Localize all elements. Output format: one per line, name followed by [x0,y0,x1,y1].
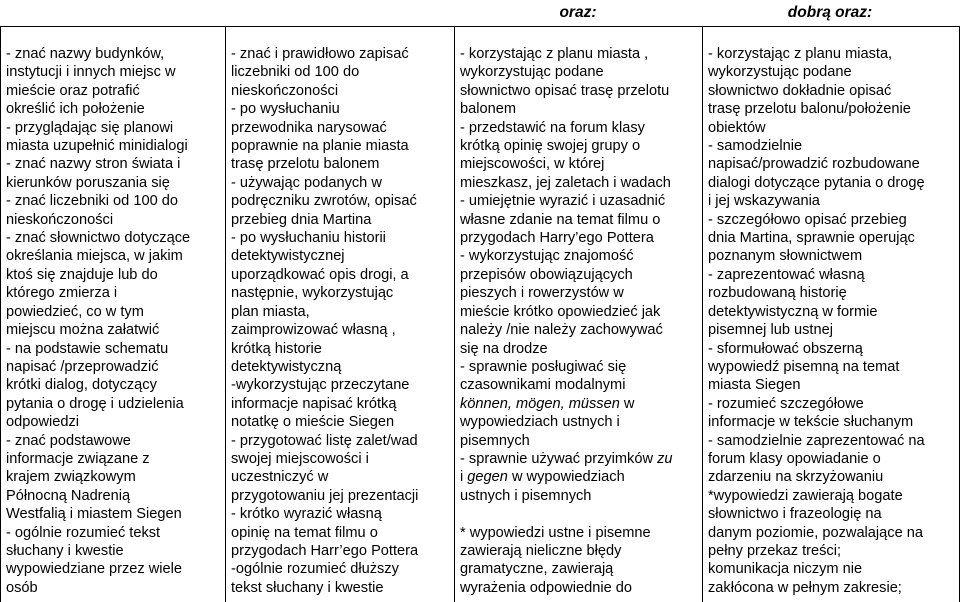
text-line: - korzystając z planu miasta, [708,46,893,62]
text-line: - znać nazwy stron świata i [6,156,181,173]
text-line: informacje napisać krótką [231,395,397,412]
text-line: należy /nie należy zachowywać [460,322,663,339]
header-col4: dobrą oraz: [787,4,873,21]
text-line: powiedzieć, co w tym [6,303,144,320]
text-line: notatkę o mieście Siegen [231,414,395,431]
text-line: - przygotować listę zalet/wad [231,432,418,449]
text-line: określić ich położenie [6,101,145,118]
text-line: können, mögen, müssen w [460,395,635,412]
column-4 [703,27,960,602]
text-line: poprawnie na planie miasta [231,138,409,155]
text-line: - przedstawić na forum klasy [460,119,645,136]
text-line: wypowiedziane przez wiele [6,561,183,578]
text-line: forum klasy opowiadanie o [708,450,881,467]
text-line: - samodzielnie zaprezentować na [708,432,925,449]
text-line: balonem [460,101,516,118]
text-line: się na drodze [460,340,548,357]
competency-table [0,26,960,602]
text-line: detektywistyczną w formie [708,303,878,320]
text-line: - rozumieć szczegółowe [708,395,864,412]
text-line: - używając podanych w [231,174,382,191]
text-line: nieskończoności [231,82,339,99]
text-line: określania miejsca, w jakim [6,248,183,265]
text-line: - sprawnie posługiwać się [460,358,627,375]
text-line: - sprawnie używać przyimków zu [460,450,673,467]
text-line: dnia Martina, sprawnie operując [708,230,915,247]
text-line: poznanym słownictwem [708,248,863,265]
text-line: - przyglądając się planowi [6,119,174,136]
text-line: wypowiedź pisemną na temat [708,358,900,375]
text-line: odpowiedzi [6,414,80,431]
text-line: osób [6,579,38,596]
text-line: następnie, wykorzystując [231,285,394,302]
text-line: * wypowiedzi ustne i pisemne [460,524,651,541]
text-line: - znać nazwy budynków, [6,46,165,62]
text-line: plan miasta, [231,303,310,320]
text-line: przebieg dnia Martina [231,211,372,228]
text-line: rozbudowaną historię [708,285,847,302]
text-line: - korzystając z planu miasta , [460,46,649,62]
text-line: wyrażenia odpowiednie do [460,579,632,596]
text-line: instytucji i innych miejsc w [6,64,176,81]
text-line: detektywistycznej [231,248,345,265]
column-3 [455,27,703,602]
text-line: Westfalią i miastem Siegen [6,506,182,523]
text-line: - znać liczebniki od 100 do [6,193,178,210]
text-line: pełny przekaz treści; [708,542,842,559]
text-line: i gegen w wypowiedziach [460,469,625,486]
text-line: kierunków poruszania się [6,174,170,191]
text-line: miasta Siegen [708,377,801,394]
text-line: krótką historie [231,340,322,357]
column-1 [1,27,226,602]
column-2 [226,27,455,602]
text-line: uporządkować opis drogi, a [231,266,409,283]
text-line: dialogi dotyczące pytania o drogę [708,174,925,191]
text-line: przygodach Harr’ego Pottera [231,542,419,559]
text-line: czasownikami modalnymi [460,377,626,394]
header-col3: oraz: [559,4,597,21]
text-line: *wypowiedzi zawierają bogate [708,487,903,504]
text-line: - sformułować obszerną [708,340,863,357]
text-line: miasta uzupełnić minidialogi [6,138,188,155]
text-line: mieszkasz, jej zaletach i wadach [460,174,671,191]
text-line: podręczniku zwrotów, opisać [231,193,417,210]
text-line: -wykorzystując przeczytane [231,377,410,394]
text-line: - po wysłuchaniu historii [231,230,386,247]
text-line: zawierają nieliczne błędy [460,542,622,559]
text-line: gramatyczne, zawierają [460,561,614,578]
text-line: którego zmierza i [6,285,118,302]
text-line: informacje w tekście słuchanym [708,414,914,431]
text-line: słownictwo opisać trasę przelotu [460,82,670,99]
text-line: zdarzeniu na skrzyżowaniu [708,469,884,486]
text-line: mieście krótko opowiedzieć jak [460,303,661,320]
text-line: wypowiedziach ustnych i [460,414,620,431]
text-line: słownictwo dokładnie opisać [708,82,892,99]
text-line: obiektów [708,119,766,136]
text-line: - szczegółowo opisać przebieg [708,211,907,228]
text-line: krótki dialog, dotyczący [6,377,157,394]
text-line: mieście oraz potrafić [6,82,140,99]
text-line: miejscowości, w której [460,156,605,173]
text-line: pisemnej lub ustnej [708,322,833,339]
text-line: opinię na temat filmu o [231,524,378,541]
text-line: krajem związkowym [6,469,136,486]
text-line: tekst słuchany i kwestie [231,579,384,596]
text-line: - krótko wyrazić własną [231,506,382,523]
text-line: pieszych i rowerzystów w [460,285,624,302]
text-line: słuchany i kwestie [6,542,124,559]
text-line: napisać /przeprowadzić [6,358,159,375]
text-line: trasę przelotu balonu/położenie [708,101,911,118]
text-line: -ogólnie rozumieć dłuższy [231,561,399,578]
text-line: pytania o drogę i udzielenia [6,395,184,412]
text-line: wykorzystując podane [708,64,852,81]
text-line: przygodach Harry’ego Pottera [460,230,654,247]
text-line: komunikacja niczym nie [708,561,863,578]
text-line: napisać/prowadzić rozbudowane [708,156,920,173]
text-line: - na podstawie schematu [6,340,169,357]
text-line: - znać słownictwo dotyczące [6,230,191,247]
text-line: przepisów obowiązujących [460,266,633,283]
text-line: - po wysłuchaniu [231,101,340,118]
text-line: ustnych i pisemnych [460,487,592,504]
text-line: - znać podstawowe [6,432,131,449]
text-line: uczestniczyć w [231,469,329,486]
text-line: krótką opinię swojej grupy o [460,138,641,155]
text-line: przygotowaniu jej prezentacji [231,487,419,504]
text-line: - znać i prawidłowo zapisać [231,46,409,62]
text-line: - zaprezentować własną [708,266,865,283]
text-line [460,505,702,523]
text-line: informacje związane z [6,450,150,467]
text-line: - wykorzystując znajomość [460,248,634,265]
text-line: ktoś się znajduje lub do [6,266,158,283]
text-line: - samodzielnie [708,138,803,155]
text-line: detektywistyczną [231,358,342,375]
text-line: zaimprowizować własną , [231,322,396,339]
text-line: pisemnych [460,432,530,449]
text-line: liczebniki od 100 do [231,64,360,81]
text-line: słownictwo i frazeologię na [708,506,882,523]
text-line: - umiejętnie wyrazić i uzasadnić [460,193,666,210]
text-line: trasę przelotu balonem [231,156,380,173]
text-line: i jej wskazywania [708,193,820,210]
text-line: nieskończoności [6,211,114,228]
text-line: miejscu można załatwić [6,322,160,339]
text-line: - ogólnie rozumieć tekst [6,524,161,541]
text-line: swojej miejscowości i [231,450,369,467]
text-line: wykorzystując podane [460,64,604,81]
text-line: Północną Nadrenią [6,487,131,504]
text-line: przewodnika narysować [231,119,387,136]
text-line: danym poziomie, pozwalające na [708,524,923,541]
text-line: zakłócona w pełnym zakresie; [708,579,902,596]
text-line: własne zdanie na temat filmu o [460,211,661,228]
